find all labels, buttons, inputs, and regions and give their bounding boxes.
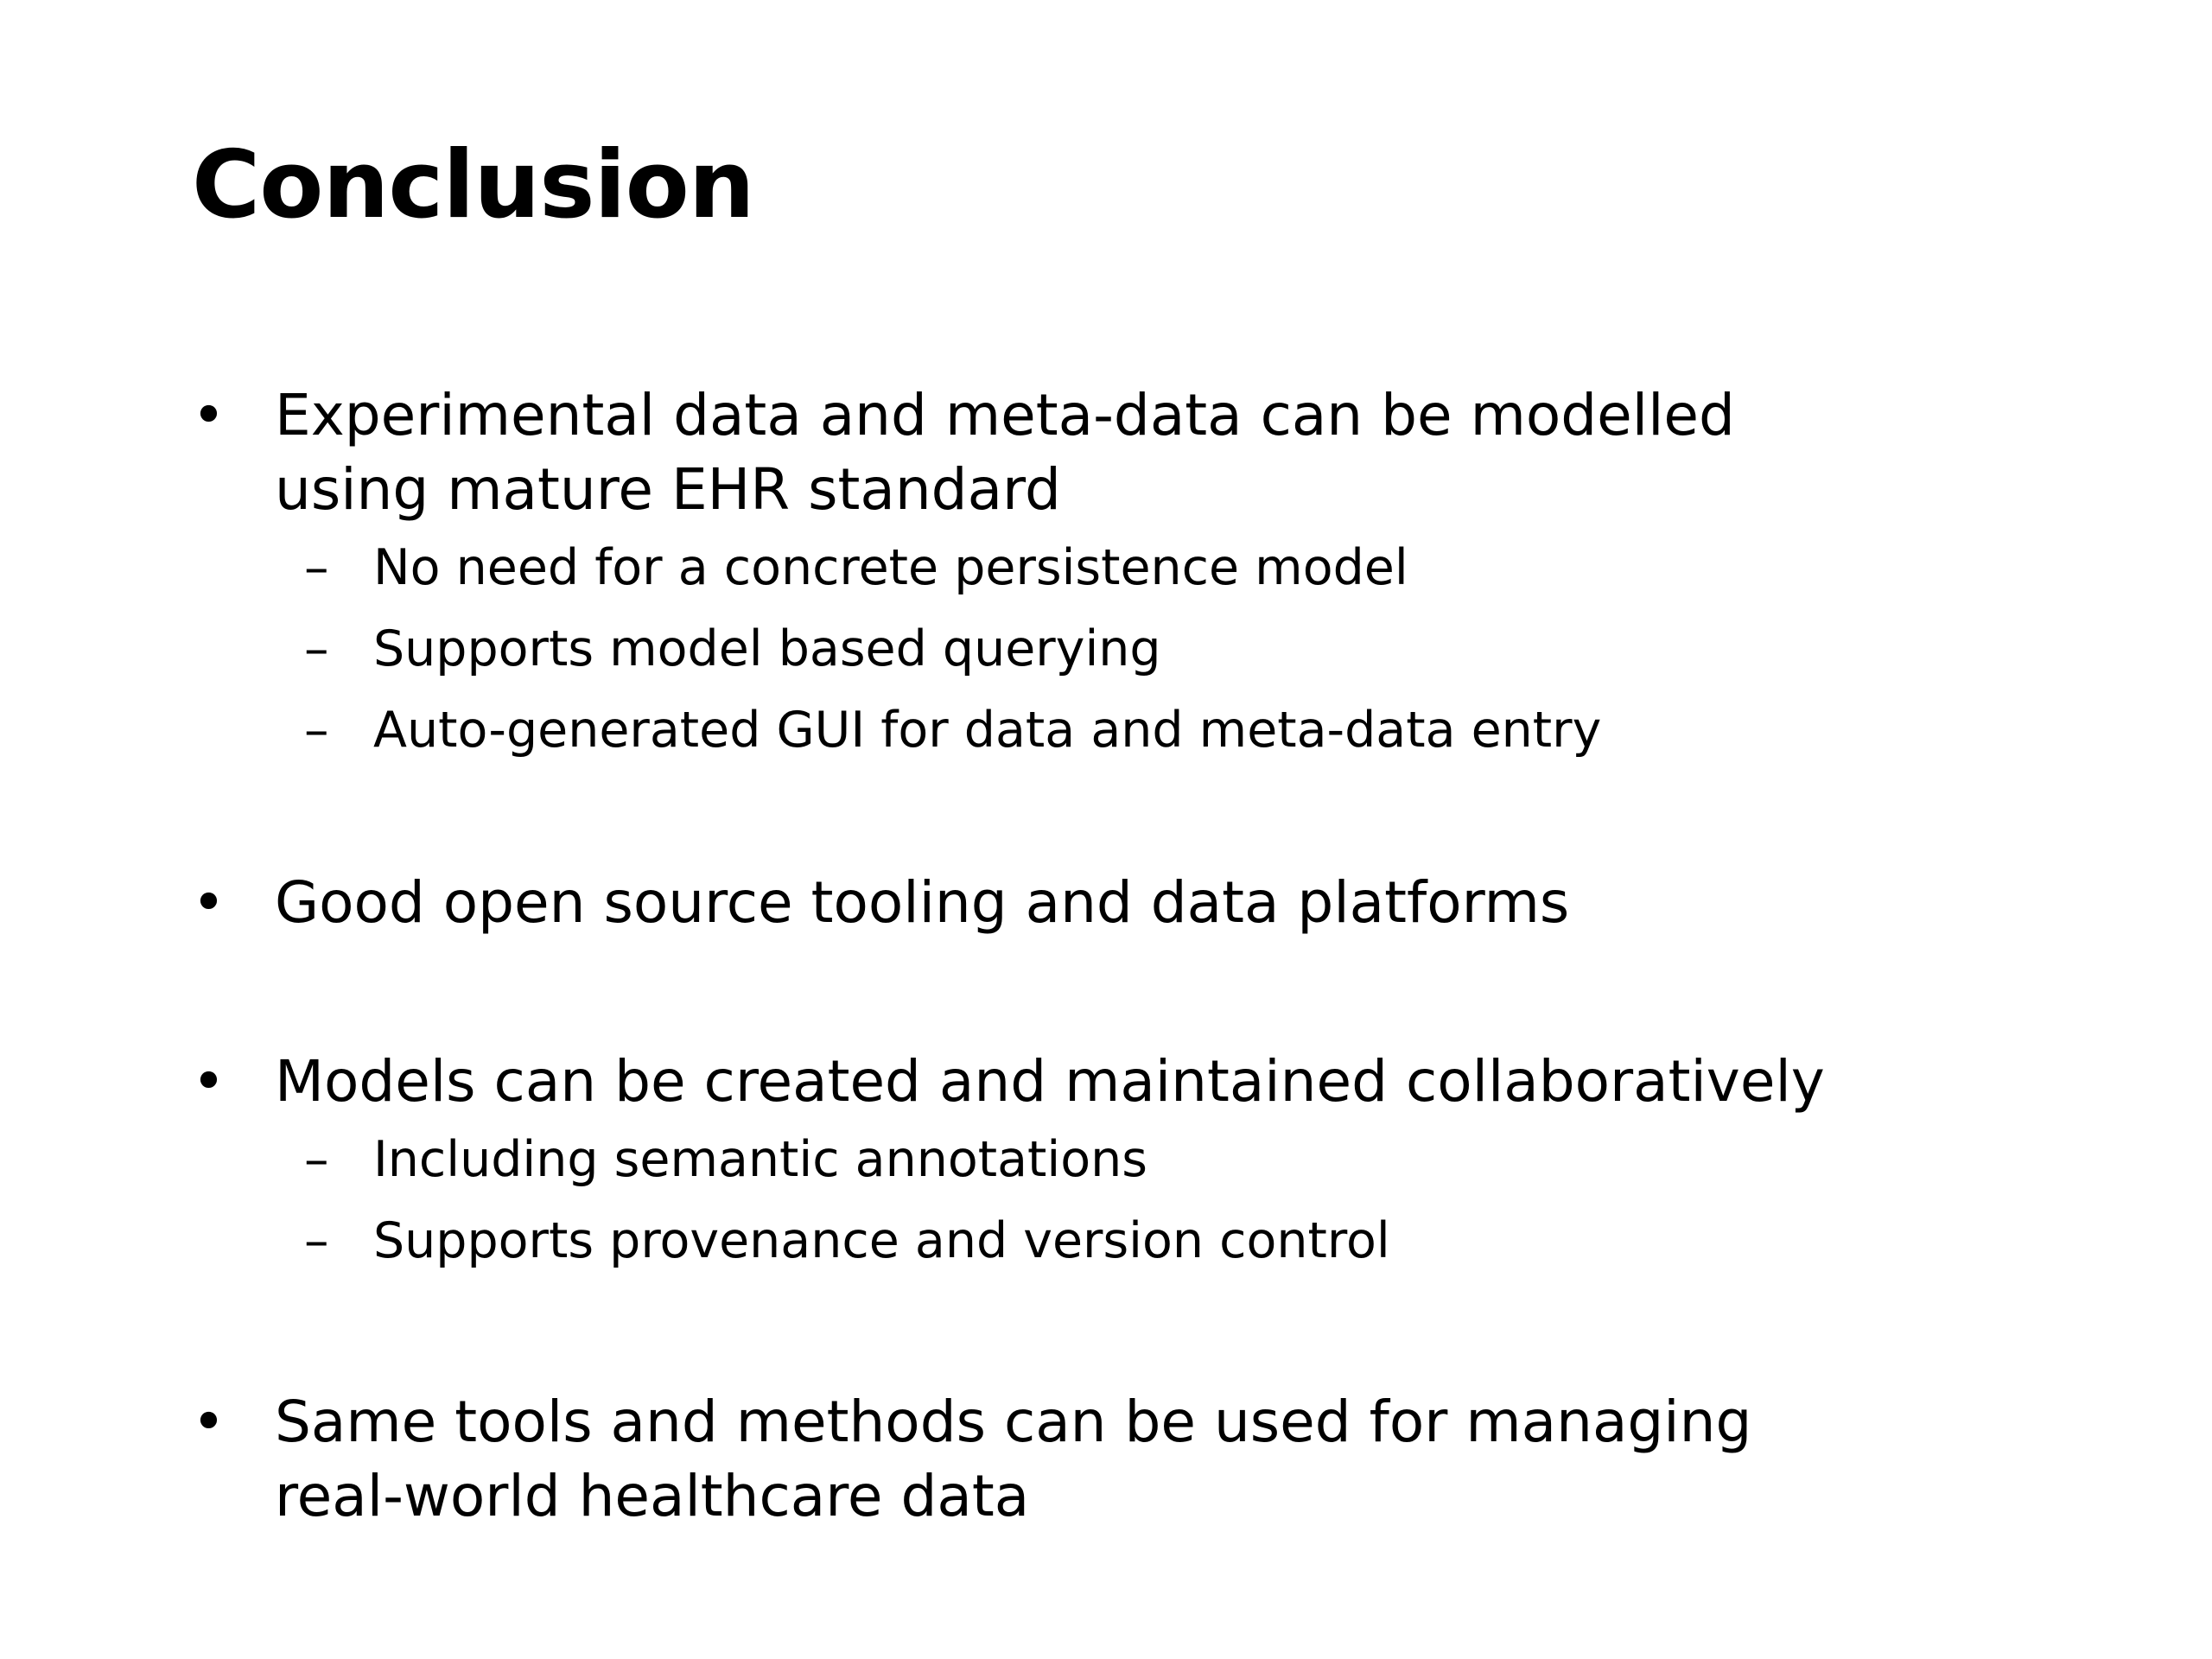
sub-bullet-dash: – (304, 702, 329, 759)
bullet-line (0, 378, 2212, 453)
bullet-text: using mature EHR standard (275, 456, 1061, 523)
sub-bullet-item (0, 608, 2212, 690)
sub-bullet-item (0, 527, 2212, 608)
bullet-item (0, 866, 2212, 940)
sub-bullet-dash: – (304, 1131, 329, 1188)
sub-bullet-dash: – (304, 539, 329, 596)
bullet-line (0, 1385, 2212, 1459)
sub-bullet-dash: – (304, 620, 329, 677)
bullet-line (0, 1459, 2212, 1534)
bullet-text: Good open source tooling and data platforms (275, 869, 1570, 936)
sub-bullet-item (0, 1119, 2212, 1200)
bullet-text: Same tools and methods can be used for managing (275, 1389, 1752, 1455)
bullet-dot: • (192, 1389, 226, 1455)
sub-bullet-text: Auto-generated GUI for data and meta-data entry (373, 702, 1602, 759)
bullet-item (0, 378, 2212, 771)
sub-bullet-item (0, 1200, 2212, 1281)
bullet-text: real-world healthcare data (275, 1463, 1030, 1529)
bullet-dot: • (192, 1048, 226, 1115)
bullet-item (0, 1385, 2212, 1534)
sub-bullet-text: Including semantic annotations (373, 1131, 1147, 1188)
bullet-text: Experimental data and meta-data can be modelled (275, 382, 1735, 448)
bullet-dot: • (192, 382, 226, 448)
sub-bullet-text: Supports model based querying (373, 620, 1161, 677)
bullet-line (0, 453, 2212, 527)
sub-bullet-text: Supports provenance and version control (373, 1212, 1390, 1269)
slide-title: Conclusion (192, 131, 754, 239)
bullet-text: Models can be created and maintained collaboratively (275, 1048, 1825, 1115)
sub-bullet-dash: – (304, 1212, 329, 1269)
bullet-line (0, 866, 2212, 940)
bullet-item (0, 1045, 2212, 1281)
sub-bullet-item (0, 690, 2212, 771)
bullet-dot: • (192, 869, 226, 936)
sub-bullet-text: No need for a concrete persistence model (373, 539, 1408, 596)
bullet-line (0, 1045, 2212, 1119)
